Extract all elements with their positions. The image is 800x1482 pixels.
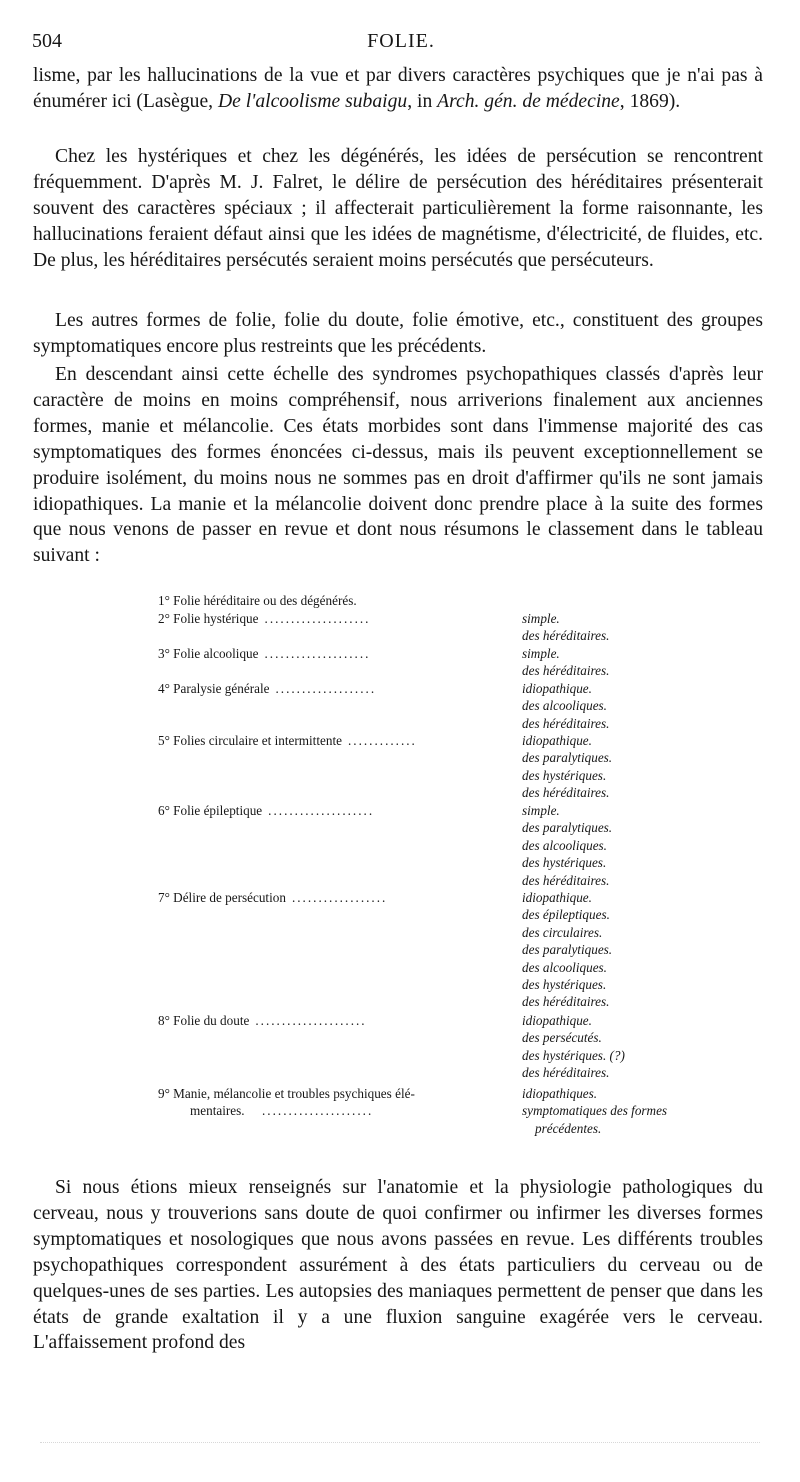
table-row-value: idiopathique.: [522, 733, 592, 748]
running-title: FOLIE.: [367, 30, 435, 52]
citation-title: De l'alcoolisme subaigu: [217, 90, 408, 112]
leader-dots: ..................: [291, 890, 388, 905]
table-row-value: idiopathique.: [522, 681, 592, 696]
paragraph-continued: [33, 63, 763, 115]
table-row-value: des alcooliques.: [522, 837, 607, 853]
table-row-label: 9° Manie, mélancolie et troubles psychiques élé-: [158, 1086, 415, 1101]
leader-dots: .....................: [262, 1103, 374, 1119]
table-row-value: des héréditaires.: [522, 628, 610, 644]
table-row-value: des hystériques. (?): [522, 1047, 625, 1063]
table-row-value: idiopathique.: [522, 1013, 592, 1028]
table-row-label: 4° Paralysie générale: [158, 681, 270, 696]
table-row-value: des héréditaires.: [522, 872, 610, 888]
table-row-label: 5° Folies circulaire et intermittente: [158, 733, 342, 748]
table-row-value: des hystériques.: [522, 977, 607, 992]
table-row-value: simple.: [522, 803, 560, 818]
table-row-value: simple.: [522, 646, 560, 661]
table-row-value: des alcooliques.: [522, 698, 607, 714]
table-row-value: des héréditaires.: [522, 663, 610, 679]
page-number: 504: [32, 30, 62, 52]
table-row-value: des hystériques.: [522, 767, 607, 783]
table-row-label-continued: mentaires.: [190, 1103, 245, 1119]
table-row-value: des alcooliques.: [522, 959, 607, 975]
table-row-value: simple.: [522, 611, 560, 626]
table-row-value: des circulaires.: [522, 924, 603, 940]
para1-text-mid: , in: [407, 90, 438, 112]
page-header: [32, 30, 770, 56]
table-row-value: des héréditaires.: [522, 994, 610, 1010]
leader-dots: ...................: [275, 681, 377, 696]
table-row-value: des héréditaires.: [522, 1065, 610, 1081]
table-row-value: précédentes.: [535, 1120, 602, 1136]
page-footer-rule: [40, 1442, 760, 1446]
table-row-label: 2° Folie hystérique: [158, 611, 259, 626]
table-row-value: des paralytiques.: [522, 820, 613, 836]
table-row-value: des héréditaires.: [522, 715, 610, 731]
table-row-label: 7° Délire de persécution: [158, 890, 286, 905]
leader-dots: .....................: [255, 1013, 367, 1028]
table-row-value: des hystériques.: [522, 855, 607, 871]
citation-journal: Arch. gén. de médecine: [437, 90, 620, 112]
paragraph-anatomy: Si nous étions mieux renseignés sur l'anatomie et la physiologie pathologiques du cerveau, nous y trouverions sans doute de quoi confirmer ou infirmer les diverses formes symptomatiques et nosologiques que nous avons passées en revue. Les différents troubles psychopathiques correspondent assurément à des états particuliers du cerveau ou de quelques-unes de ses parties. Les autopsies des maniaques permettent de penser que dans les états de grande exaltation il y a une fluxion sanguine exagérée vers le cerveau. L'affaissement profond des: [33, 1177, 763, 1354]
table-row-label: 3° Folie alcoolique: [158, 646, 259, 661]
para1-text-before: lisme, par les hallucinations de la vue et par divers caractères psychiques que je n'ai pas à énumérer ici (Lasègue,: [33, 65, 763, 112]
table-row-value: des paralytiques.: [522, 750, 613, 766]
leader-dots: ....................: [264, 611, 371, 626]
paragraph-persecution: Chez les hystériques et chez les dégénérés, les idées de persécution se rencontrent fréquemment. D'après M. J. Falret, le délire de persécution des héréditaires présenterait souvent des caractères spéciaux ; il affecterait particulièrement la forme raisonnante, les hallucinations feraient défaut ainsi que les idées de magnétisme, d'électricité, de fluides, etc. De plus, les héréditaires persécutés seraient moins persécutés que persécuteurs.: [33, 146, 763, 271]
table-row-value: idiopathiques.: [522, 1086, 598, 1101]
table-row-value: des persécutés.: [522, 1030, 602, 1046]
paragraph-classification: En descendant ainsi cette échelle des syndromes psychopathiques classés d'après leur caractère de moins en moins compréhensif, nous arriverions finalement aux anciennes formes, manie et mélancolie. Ces états morbides sont dans l'immense majorité des cas symptomatiques des formes énoncées ci-dessus, mais ils peuvent exceptionnellement se produire isolément, du moins nous ne sommes pas en droit d'affirmer qu'ils ne sont jamais idiopathiques. La manie et la mélancolie doivent donc prendre place à la suite des formes que nous venons de passer en revue et dont nous résumons le classement dans le tableau suivant :: [33, 364, 763, 567]
paragraph-other-forms: Les autres formes de folie, folie du doute, folie émotive, etc., constituent des groupes symptomatiques encore plus restreints que les précédents.: [33, 310, 763, 357]
leader-dots: .............: [347, 733, 417, 748]
leader-dots: ....................: [268, 803, 375, 818]
table-row-label: 8° Folie du doute: [158, 1013, 250, 1028]
table-row-value: idiopathique.: [522, 890, 592, 905]
leader-dots: ....................: [264, 646, 371, 661]
table-row-label: 6° Folie épileptique: [158, 803, 263, 818]
table-row-value: symptomatiques des formes: [522, 1103, 668, 1119]
table-row-label: 1° Folie héréditaire ou des dégénérés.: [158, 593, 357, 608]
table-row-value: des épileptiques.: [522, 907, 610, 923]
para1-text-after: , 1869).: [619, 90, 681, 112]
table-row-value: des paralytiques.: [522, 942, 613, 958]
table-row-value: des héréditaires.: [522, 785, 610, 801]
